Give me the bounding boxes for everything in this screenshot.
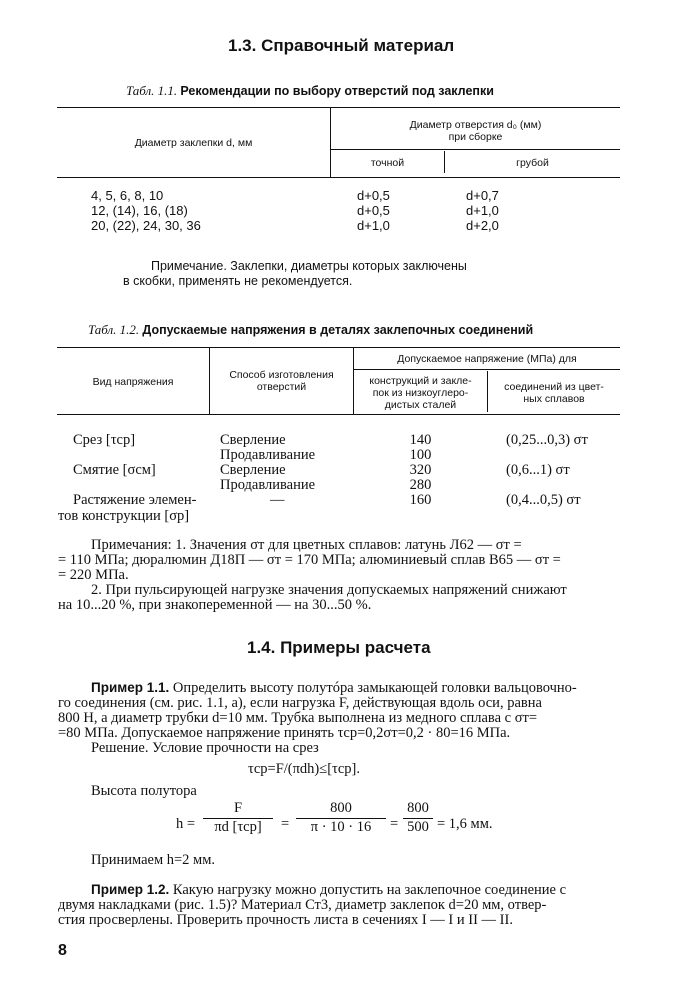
table-1-2-sub-rule [354,369,620,370]
example-1-1-text1: Определить высоту полутóра замыкающей головки вальцовочно- [172,680,577,696]
table-1-2-row1-color: (0,25...0,3) σт [506,432,588,448]
table-1-2-row5-method: — [270,492,285,508]
example-1-2-line3: стия просверлены. Проверить прочность листа в сечениях I — I и II — II. [58,912,513,928]
formula-shear-condition: τср=F/(πdh)≤[τср]. [248,761,361,777]
table-1-1-row3-rough: d+2,0 [466,218,499,233]
table-1-2-note-1: Примечания: 1. Значения σт для цветных сплавов: латунь Л62 — σт = [91,537,522,553]
table-1-1-label: Табл. 1.1. [126,83,178,98]
table-1-2-note-2: = 110 МПа; дюралюмин Д18П — σт = 170 МПа; алюминиевый сплав В65 — σт = [58,552,561,568]
table-1-1-note-line2: в скобки, применять не рекомендуется. [123,274,353,288]
table-1-2-sub-color-l1: соединений из цвет- [504,381,604,393]
table-1-1-row2-diam: 12, (14), 16, (18) [91,203,188,218]
table-1-2-row1-steel: 140 [409,432,432,448]
table-1-2-row4-method: Продавливание [220,477,316,493]
table-1-1-row1-rough: d+0,7 [466,188,499,203]
formula-result: = 1,6 мм. [437,816,493,832]
table-1-2-top-rule [57,347,620,348]
table-1-2-label: Табл. 1.2. [88,322,140,337]
table-1-2-sub-color-l2: ных сплавов [523,393,585,405]
formula-frac-3-num: 800 [407,800,429,816]
table-1-2-note-4: 2. При пульсирующей нагрузке значения допускаемых напряжений снижают [91,582,567,598]
example-1-2-line2: двумя накладками (рис. 1.5)? Материал Ст3, диаметр заклепок d=20 мм, отвер- [58,897,547,913]
table-1-1-row2-exact: d+0,5 [357,203,390,218]
table-1-2-row1-method: Сверление [220,432,286,448]
section-title-1-4: 1.4. Примеры расчета [247,638,431,657]
example-1-1-line4: =80 МПа. Допускаемое напряжение принять τср=0,2σт=0,2 · 80=16 МПа. [58,725,511,741]
table-1-2-row3-color: (0,6...1) σт [506,462,570,478]
formula-eq-2: = [390,816,399,832]
table-1-2-row3-method: Сверление [220,462,286,478]
example-1-1-line6: Высота полутора [91,783,197,799]
table-1-1-sub-rule [331,149,620,150]
table-1-1-top-rule [57,107,620,108]
table-1-2-title: Допускаемые напряжения в деталях заклепочных соединений [142,323,534,337]
table-1-1-row3-exact: d+1,0 [357,218,390,233]
table-1-2-sub-steel-l1: конструкций и закле- [369,375,472,387]
table-1-2-caption [88,322,533,338]
example-1-1-line7: Принимаем h=2 мм. [91,852,216,868]
table-1-2-sub-steel-l3: дистых сталей [384,399,457,411]
example-1-1-line5: Решение. Условие прочности на срез [91,740,319,756]
table-1-1-row1-exact: d+0,5 [357,188,390,203]
table-1-2-note-3: = 220 МПа. [58,567,129,583]
formula-frac-1-den: πd [τср] [203,818,273,836]
formula-eq-1: = [281,816,290,832]
table-1-1-sub-rough: грубой [516,157,549,169]
table-1-2-row5-type: Растяжение элемен- [73,492,197,508]
table-1-2-sub-steel-l2: пок из низкоуглеро- [372,387,469,399]
example-1-2-label: Пример 1.2. [91,882,170,897]
table-1-2-row5-steel: 160 [409,492,432,508]
table-1-2-row3-steel: 320 [409,462,432,478]
page-number: 8 [58,942,67,959]
section-title-1-3: 1.3. Справочный материал [228,36,455,55]
table-1-2-col-method-l1: Способ изготовления [229,369,334,381]
table-1-2-row6-type: тов конструкции [σр] [58,508,190,524]
table-1-2-row5-color: (0,4...0,5) σт [506,492,581,508]
table-1-1-row3-diam: 20, (22), 24, 30, 36 [91,218,201,233]
example-1-1-line2: го соединения (см. рис. 1.1, а), если нагрузка F, действующая вдоль оси, равна [58,695,542,711]
example-1-2-text1: Какую нагрузку можно допустить на заклепочное соединение с [172,882,567,898]
table-1-2-col-type: Вид напряжения [92,376,174,388]
formula-frac-1 [203,800,273,836]
example-1-1-line3: 800 Н, а диаметр трубки d=10 мм. Трубка выполнена из медного сплава с σт= [58,710,538,726]
table-1-2-row2-method: Продавливание [220,447,316,463]
table-1-1-row1-diam: 4, 5, 6, 8, 10 [91,188,164,203]
table-1-1-col1-header: Диаметр заклепки d, мм [134,137,253,149]
formula-frac-3 [403,800,433,836]
table-1-2-col-method-l2: отверстий [256,381,307,393]
table-1-2-row2-steel: 100 [409,447,432,463]
table-1-1-col2-header-l2: при сборке [448,131,503,143]
table-1-1-title: Рекомендации по выбору отверстий под заклепки [180,84,494,98]
formula-frac-2-den: π · 10 · 16 [296,818,386,836]
table-1-2-row1-type: Срез [τср] [73,432,136,448]
table-1-2-row3-type: Смятие [σсм] [73,462,156,478]
table-1-1-note-line1: Примечание. Заклепки, диаметры которых заключены [151,259,467,273]
table-1-1-sub-exact: точной [370,157,405,169]
formula-frac-2 [296,800,386,836]
table-1-1-row2-rough: d+1,0 [466,203,499,218]
formula-frac-2-num: 800 [330,800,352,816]
table-1-2-col-allowed: Допускаемое напряжение (МПа) для [397,353,577,365]
table-1-2-header-rule [57,414,620,415]
formula-h-lhs: h = [176,816,196,832]
table-1-1-header-rule [57,177,620,178]
formula-frac-1-num: F [233,800,243,816]
table-1-1-caption [126,83,494,99]
table-1-2-row4-steel: 280 [409,477,432,493]
formula-frac-3-den: 500 [403,818,433,836]
table-1-1-col2-header-l1: Диаметр отверстия d₀ (мм) [409,119,542,131]
example-1-1-label: Пример 1.1. [91,680,170,695]
table-1-2-note-5: на 10...20 %, при знакопеременной — на 30...50 %. [58,597,372,613]
